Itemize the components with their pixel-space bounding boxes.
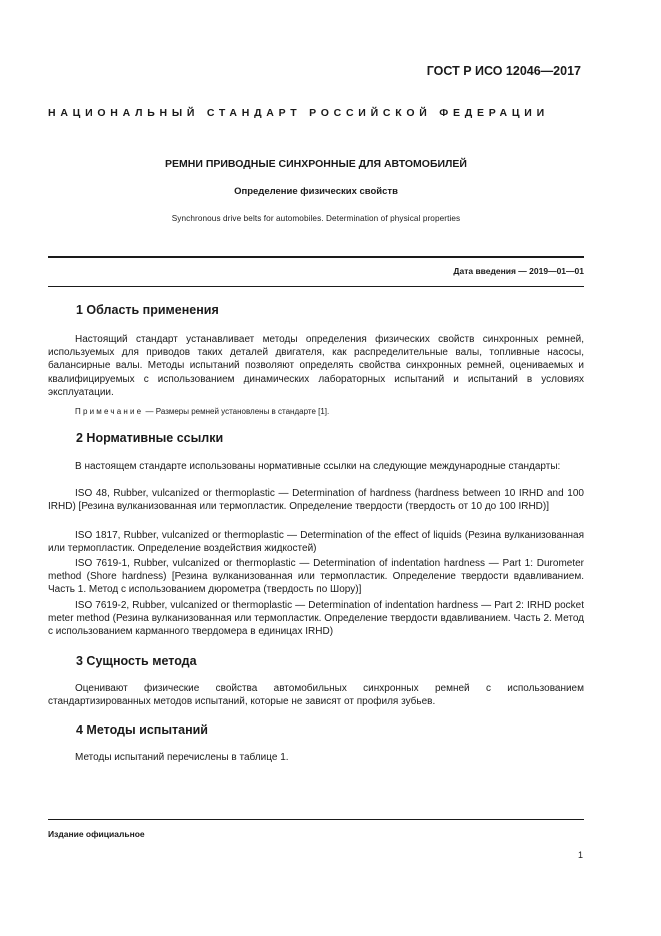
page-number: 1	[577, 850, 583, 860]
section-paragraph: Оценивают физические свойства автомобильных синхронных ремней с использованием стандартизированных методов испытаний, которые не зависят от профиля зубьев.	[48, 683, 584, 708]
note-label: Примечание	[75, 407, 144, 416]
document-code: ГОСТ Р ИСО 12046—2017	[426, 64, 581, 78]
note-text: — Размеры ремней установлены в стандарте [1].	[143, 407, 330, 416]
section-paragraph: Методы испытаний перечислены в таблице 1.	[75, 752, 289, 763]
document-subtitle: Определение физических свойств	[234, 186, 398, 197]
title-divider-thin	[48, 286, 584, 287]
title-divider-thick	[48, 256, 584, 258]
section-heading-method-essence: 3 Сущность метода	[76, 654, 197, 668]
section-paragraph: Настоящий стандарт устанавливает методы определения физических свойств синхронных ремней, используемых для приводов таких деталей двигателя, как распределительные валы, топливные насосы, балансирные валы. Методы испытаний позволяют определять свойства синхронных ремней, оцениваемых и квалифицируемых с использованием динамических лабораторных испытаний и испытаний в условиях эксплуатации.	[48, 334, 584, 398]
edition-label: Издание официальное	[48, 829, 145, 839]
footer-divider	[48, 819, 584, 820]
document-title: РЕМНИ ПРИВОДНЫЕ СИНХРОННЫЕ ДЛЯ АВТОМОБИЛЕЙ	[165, 158, 467, 170]
scope-note	[75, 407, 329, 416]
reference-item: ISO 1817, Rubber, vulcanized or thermoplastic — Determination of the effect of liquids (Резина вулканизованная или термопластик. Определение воздействия жидкостей)	[48, 530, 584, 555]
section-heading-test-methods: 4 Методы испытаний	[76, 723, 208, 737]
document-title-english: Synchronous drive belts for automobiles. Determination of physical properties	[171, 214, 461, 223]
reference-item: ISO 7619-2, Rubber, vulcanized or thermoplastic — Determination of indentation hardness — Part 2: IRHD pocket meter method (Резина вулканизованная или термопластик. Определение твердости вдавливанием. Часть 2. Метод с использованием карманного твердомера в единицах IRHD)	[48, 600, 584, 638]
section-heading-scope: 1 Область применения	[76, 303, 219, 317]
reference-item: ISO 7619-1, Rubber, vulcanized or thermoplastic — Determination of indentation hardness — Part 1: Durometer method (Shore hardness) [Резина вулканизованная или термопластик. Определение твердости вдавливанием. Часть 1. Метод с использованием дюрометра (твердость по Шору)]	[48, 558, 584, 596]
national-standard-banner: НАЦИОНАЛЬНЫЙ СТАНДАРТ РОССИЙСКОЙ ФЕДЕРАЦИИ	[48, 107, 549, 119]
section-paragraph: В настоящем стандарте использованы нормативные ссылки на следующие международные стандарты:	[75, 461, 561, 472]
reference-item: ISO 48, Rubber, vulcanized or thermoplastic — Determination of hardness (hardness between 10 IRHD and 100 IRHD) [Резина вулканизованная или термопластик. Определение твердости (твердость от 10 до 100 IRHD)]	[48, 488, 584, 513]
section-heading-normative-references: 2 Нормативные ссылки	[76, 431, 224, 445]
introduction-date: Дата введения — 2019—01—01	[453, 266, 584, 276]
